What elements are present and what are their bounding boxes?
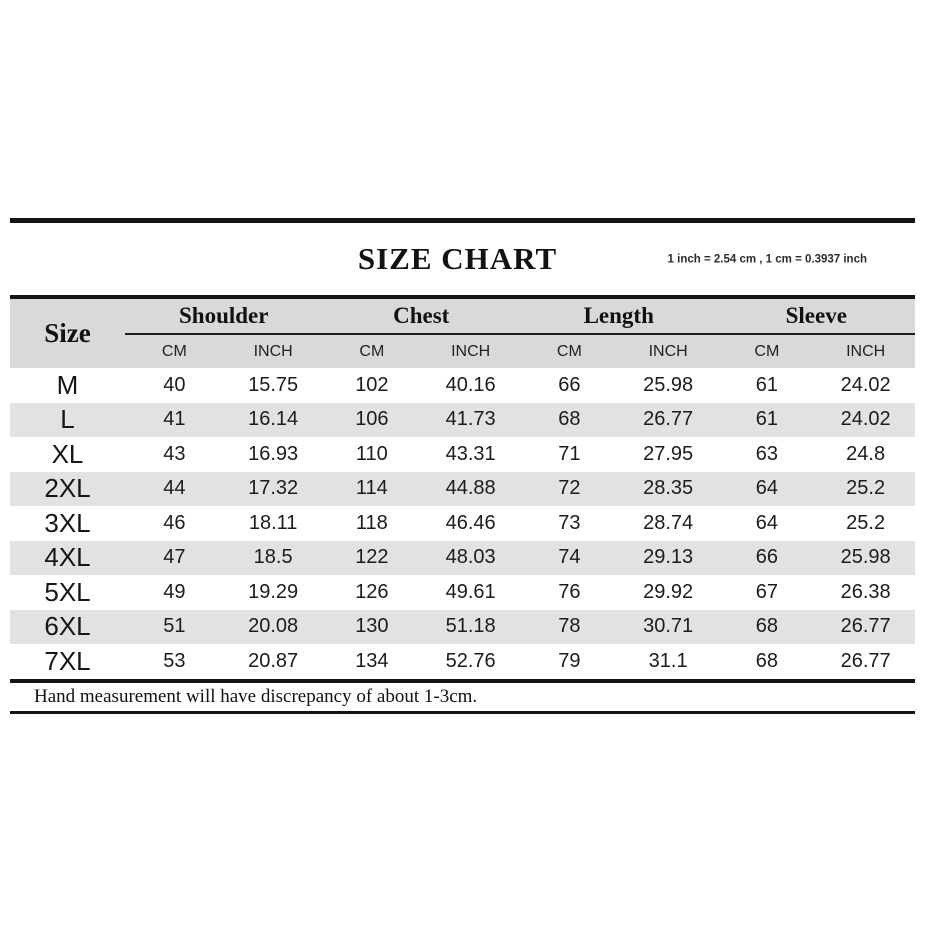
table-row — [10, 610, 915, 645]
measurement-value-cell: 26.38 — [840, 580, 891, 603]
size-column-header: Size — [10, 297, 125, 368]
measurement-value-cell: 43.31 — [445, 442, 496, 465]
measurement-value-cell: 28.74 — [643, 511, 694, 534]
page-title: SIZE CHART — [357, 241, 558, 276]
table-row — [10, 437, 915, 472]
unit-header-row — [10, 334, 915, 368]
measurement-value-cell: 44 — [163, 477, 186, 500]
measurement-disclaimer: Hand measurement will have discrepancy of about 1-3cm. — [10, 683, 915, 714]
size-label-cell: M — [56, 369, 79, 400]
table-row — [10, 575, 915, 610]
measurement-value-cell: 24.02 — [840, 408, 891, 431]
unit-header-cm: CM — [125, 334, 224, 368]
unit-header-cm: CM — [323, 334, 422, 368]
measurement-value-cell: 73 — [558, 511, 581, 534]
sleeve-group-header: Sleeve — [718, 297, 916, 334]
unit-header-inch: INCH — [224, 334, 323, 368]
measurement-value-cell: 40.16 — [445, 373, 496, 396]
size-label-cell: 6XL — [44, 611, 91, 642]
measurement-value-cell: 25.2 — [846, 511, 886, 534]
size-chart-sheet — [10, 218, 915, 714]
measurement-value-cell: 25.2 — [846, 477, 886, 500]
measurement-value-cell: 24.02 — [840, 373, 891, 396]
measurement-value-cell: 63 — [755, 442, 778, 465]
measurement-value-cell: 67 — [755, 580, 778, 603]
title-bar — [10, 223, 915, 295]
measurement-value-cell: 68 — [755, 649, 778, 672]
measurement-value-cell: 20.87 — [248, 649, 299, 672]
length-group-header: Length — [520, 297, 718, 334]
measurement-value-cell: 40 — [163, 373, 186, 396]
measurement-value-cell: 72 — [558, 477, 581, 500]
measurement-value-cell: 130 — [355, 615, 389, 638]
measurement-value-cell: 28.35 — [643, 477, 694, 500]
measurement-value-cell: 18.11 — [248, 511, 298, 534]
measurement-value-cell: 51 — [163, 615, 186, 638]
measurement-value-cell: 26.77 — [840, 615, 891, 638]
measurement-value-cell: 44.88 — [445, 477, 496, 500]
measurement-value-cell: 53 — [163, 649, 186, 672]
measurement-value-cell: 66 — [558, 373, 581, 396]
unit-header-cm: CM — [718, 334, 817, 368]
measurement-value-cell: 46.46 — [445, 511, 496, 534]
measurement-value-cell: 64 — [755, 511, 778, 534]
measurement-value-cell: 106 — [355, 408, 389, 431]
measurement-value-cell: 76 — [558, 580, 581, 603]
size-label-cell: L — [60, 404, 75, 435]
measurement-value-cell: 74 — [558, 546, 581, 569]
measurement-value-cell: 26.77 — [840, 649, 891, 672]
measurement-value-cell: 61 — [755, 373, 778, 396]
measurement-value-cell: 29.13 — [643, 546, 694, 569]
unit-header-inch: INCH — [619, 334, 718, 368]
group-header-row — [10, 297, 915, 334]
size-label-cell: XL — [51, 438, 84, 469]
measurement-value-cell: 78 — [558, 615, 581, 638]
measurement-value-cell: 46 — [163, 511, 186, 534]
shoulder-group-header: Shoulder — [125, 297, 323, 334]
measurement-value-cell: 102 — [355, 373, 389, 396]
size-label-cell: 5XL — [44, 576, 91, 607]
unit-header-cm: CM — [520, 334, 619, 368]
measurement-value-cell: 25.98 — [643, 373, 694, 396]
size-table-body — [10, 368, 915, 681]
table-row — [10, 368, 915, 403]
measurement-value-cell: 16.14 — [248, 408, 299, 431]
measurement-value-cell: 122 — [355, 546, 389, 569]
measurement-value-cell: 126 — [355, 580, 389, 603]
measurement-value-cell: 49 — [163, 580, 186, 603]
measurement-value-cell: 25.98 — [840, 546, 891, 569]
measurement-value-cell: 27.95 — [643, 442, 694, 465]
size-label-cell: 4XL — [44, 542, 91, 573]
measurement-value-cell: 31.1 — [648, 649, 688, 672]
measurement-value-cell: 18.5 — [253, 546, 293, 569]
table-row — [10, 403, 915, 438]
table-row — [10, 506, 915, 541]
measurement-value-cell: 15.75 — [248, 373, 299, 396]
measurement-value-cell: 26.77 — [643, 408, 694, 431]
unit-header-inch: INCH — [816, 334, 915, 368]
measurement-value-cell: 110 — [355, 442, 388, 465]
measurement-value-cell: 20.08 — [248, 615, 299, 638]
measurement-value-cell: 79 — [558, 649, 581, 672]
measurement-value-cell: 64 — [755, 477, 778, 500]
measurement-value-cell: 43 — [163, 442, 186, 465]
measurement-value-cell: 68 — [558, 408, 581, 431]
measurement-value-cell: 52.76 — [445, 649, 496, 672]
unit-header-inch: INCH — [421, 334, 520, 368]
measurement-value-cell: 41.73 — [445, 408, 496, 431]
measurement-value-cell: 49.61 — [445, 580, 496, 603]
table-row — [10, 472, 915, 507]
measurement-value-cell: 114 — [355, 477, 388, 500]
measurement-value-cell: 19.29 — [248, 580, 299, 603]
measurement-value-cell: 66 — [755, 546, 778, 569]
chest-group-header: Chest — [323, 297, 521, 334]
measurement-value-cell: 29.92 — [643, 580, 694, 603]
measurement-value-cell: 48.03 — [445, 546, 496, 569]
measurement-value-cell: 41 — [163, 408, 186, 431]
size-label-cell: 2XL — [44, 473, 91, 504]
measurement-value-cell: 61 — [755, 408, 778, 431]
measurement-value-cell: 17.32 — [248, 477, 299, 500]
size-table-header — [10, 297, 915, 368]
measurement-value-cell: 71 — [558, 442, 581, 465]
measurement-value-cell: 51.18 — [445, 615, 496, 638]
measurement-value-cell: 118 — [355, 511, 388, 534]
measurement-value-cell: 47 — [163, 546, 186, 569]
measurement-value-cell: 30.71 — [643, 615, 694, 638]
measurement-value-cell: 16.93 — [248, 442, 299, 465]
table-row — [10, 541, 915, 576]
size-table — [10, 295, 915, 683]
size-label-cell: 3XL — [44, 507, 91, 538]
measurement-value-cell: 68 — [755, 615, 778, 638]
measurement-value-cell: 24.8 — [846, 442, 886, 465]
measurement-value-cell: 134 — [355, 649, 389, 672]
unit-conversion-note: 1 inch = 2.54 cm , 1 cm = 0.3937 inch — [667, 253, 867, 266]
table-row — [10, 644, 915, 681]
size-label-cell: 7XL — [44, 645, 91, 676]
